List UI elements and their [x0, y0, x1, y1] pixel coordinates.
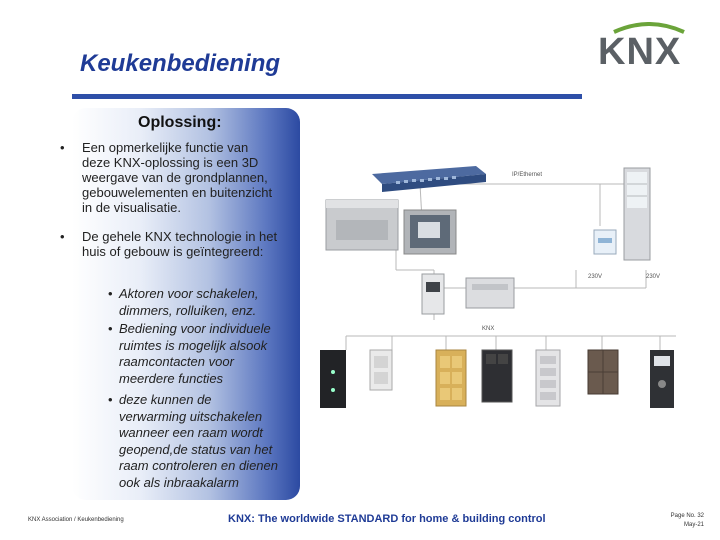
bullet-marker: • [60, 229, 65, 244]
sub-bullet-marker: • [108, 321, 113, 336]
fridge [624, 168, 650, 260]
ethernet-switch [372, 166, 486, 192]
wall-switch [370, 350, 392, 390]
bullet-text: Een opmerkelijke functie van deze KNX-oplossing is een 3D weergave van de grondplannen, gebouwelementen en buitenzicht in de visualisatie. [82, 140, 273, 215]
wall-switch [320, 350, 346, 408]
power-label: 230V [588, 274, 603, 280]
sub-bullet-item [108, 286, 308, 319]
wall-switch [482, 350, 512, 402]
title-underline [72, 94, 582, 99]
wall-switch [536, 350, 560, 406]
knx-system-diagram [306, 160, 706, 430]
knx-logo [596, 22, 702, 72]
page-number: Page No. 32 [670, 513, 704, 519]
panel-heading: Oplossing: [138, 114, 222, 131]
footer-tagline: KNX: The worldwide STANDARD for home & building control [228, 513, 546, 525]
footer-page-info [671, 512, 704, 530]
sub-bullet-text: Aktoren voor schakelen, dimmers, rolluiken, enz. [119, 286, 259, 318]
ip-router [594, 230, 616, 254]
bus-label: KNX [482, 326, 495, 332]
ethernet-label: IP/Ethernet [512, 172, 543, 178]
footer-date: May-21 [683, 522, 704, 528]
bullet-text: De gehele KNX technologie in het huis of gebouw is geïntegreerd: [82, 229, 278, 259]
sub-bullet-marker: • [108, 286, 113, 301]
din-actuator-block [466, 278, 514, 308]
bullet-item [60, 229, 300, 259]
slide-title: Keukenbediening [80, 50, 281, 77]
sub-bullet-item [108, 392, 308, 491]
sub-bullet-text: Bediening voor individuele ruimtes is mogelijk alsook raamcontacten voor meerdere functies [119, 321, 271, 386]
wall-switch [436, 350, 466, 406]
bullet-item [60, 140, 300, 215]
sub-bullet-text: deze kunnen de verwarming uitschakelen wanneer een raam wordt geopend,de status van het raam controleren en dienen ook als inbraakalarm [119, 392, 278, 490]
bullet-marker: • [60, 140, 65, 155]
knx-logo-text: KNX [598, 31, 682, 72]
din-actuator [422, 274, 444, 314]
sub-bullet-item [108, 321, 308, 387]
touch-panel [404, 210, 456, 254]
sub-bullet-marker: • [108, 392, 113, 407]
footer-source: KNX Association / Keukenbediening [28, 517, 124, 523]
server-unit [326, 200, 398, 250]
wall-switch [588, 350, 618, 394]
room-controller [650, 350, 674, 408]
power-label: 230V [646, 274, 661, 280]
